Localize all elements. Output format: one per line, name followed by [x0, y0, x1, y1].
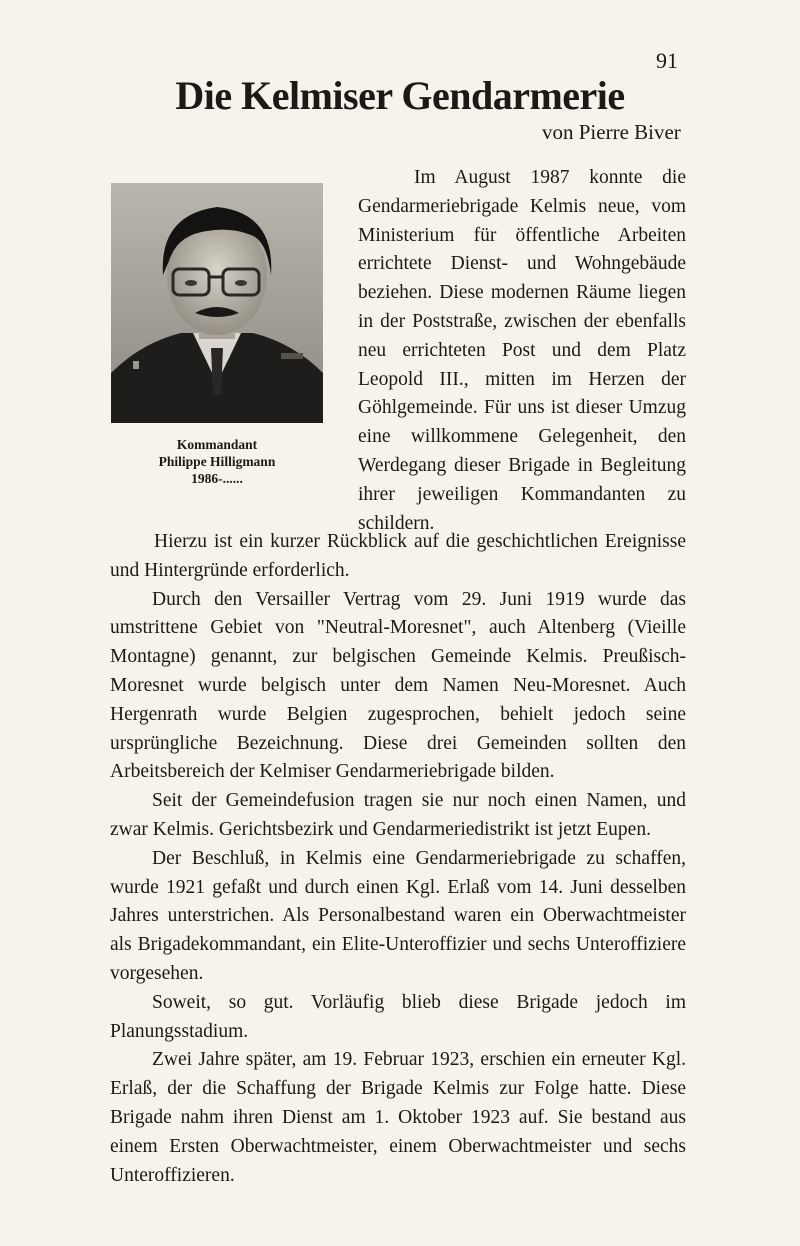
page-title: Die Kelmiser Gendarmerie	[175, 73, 625, 118]
caption-title: Kommandant	[176, 437, 258, 452]
body-paragraph: Hierzu ist ein kurzer Rückblick auf die geschichtlichen Ereignisse und Hintergründe erforderlich.	[110, 531, 686, 581]
body-paragraph: Seit der Gemeindefusion tragen sie nur noch einen Namen, und zwar Kelmis. Gerichtsbezirk und Gendarmeriedistrikt ist jetzt Eupen.	[110, 790, 686, 840]
body-paragraph: Zwei Jahre später, am 19. Februar 1923, erschien ein erneuter Kgl. Erlaß, der die Schaffung der Brigade Kelmis zur Folge hatte. Diese Brigade nahm ihren Dienst am 1. Oktober 1923 auf. Sie bestand aus einem Ersten Oberwachtmeister, einem Oberwachtmeister und sechs Unteroffizieren.	[110, 1049, 686, 1186]
caption-years: 1986-......	[191, 471, 243, 486]
body-paragraph: Soweit, so gut. Vorläufig blieb diese Brigade jedoch im Planungsstadium.	[110, 991, 686, 1042]
photo-caption	[111, 436, 323, 487]
page-number: 91	[656, 48, 678, 73]
commander-portrait	[111, 183, 323, 423]
caption-name: Philippe Hilligmann	[158, 454, 276, 469]
intro-paragraph: Im August 1987 konnte die Gendarmeriebrigade Kelmis neue, vom Ministerium für öffentliche Arbeiten errichtete Dienst- und Wohngebäude beziehen. Diese modernen Räume liegen in der Poststraße, zwischen der ebenfalls neu errichteten Post und dem Platz Leopold III., mitten im Herzen der Göhlgemeinde. Für uns ist dieser Umzug eine willkommene Gelegenheit, den Werdegang dieser Brigade in Begleitung ihrer jeweiligen Kommandanten zu schildern.	[358, 167, 686, 534]
author-byline: von Pierre Biver	[542, 120, 681, 144]
body-paragraph: Der Beschluß, in Kelmis eine Gendarmeriebrigade zu schaffen, wurde 1921 gefaßt und durch einen Kgl. Erlaß vom 14. Juni desselben Jahres unterstrichen. Als Personalbestand waren ein Oberwachtmeister als Brigadekommandant, ein Elite-Unteroffizier und sechs Unteroffiziere vorgesehen.	[110, 847, 686, 984]
portrait-image	[111, 183, 323, 423]
body-paragraph: Durch den Versailler Vertrag vom 29. Juni 1919 wurde das umstrittene Gebiet von "Neutral-Moresnet", auch Altenberg (Vieille Montagne) genannt, zur belgischen Gemeinde Kelmis. Preußisch-Moresnet wurde belgisch unter dem Namen Neu-Moresnet. Auch Hergenrath wurde Belgien zugesprochen, behielt jedoch seine ursprüngliche Bezeichnung. Diese drei Gemeinden sollten den Arbeitsbereich der Kelmiser Gendarmeriebrigade bilden.	[110, 588, 686, 783]
article-body	[110, 528, 686, 1190]
